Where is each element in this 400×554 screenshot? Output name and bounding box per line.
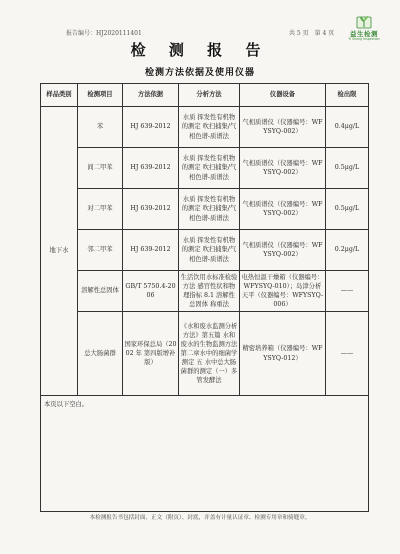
- detection-limit: ——: [326, 271, 369, 312]
- analysis-method: 水质 挥发性有机物的测定 吹扫捕集/气相色谱-质谱法: [179, 107, 240, 148]
- detection-limit: 0.5μg/L: [326, 148, 369, 189]
- column-header: 分析方法: [179, 84, 240, 107]
- column-header: 样品类别: [41, 84, 78, 107]
- blank-note: 本页以下空白。: [41, 396, 369, 512]
- analysis-method: 水质 挥发性有机物的测定 吹扫捕集/气相色谱-质谱法: [179, 230, 240, 271]
- instrument: 气相质谱仪（仪器编号：WFYSYQ-002）: [240, 107, 326, 148]
- analysis-method: 生活饮用水标准检验方法 感官性状和物理指标 8.1 溶解性总固体 称重法: [179, 271, 240, 312]
- test-item: 邻二甲苯: [78, 230, 123, 271]
- detection-limit: 0.5μg/L: [326, 189, 369, 230]
- method-basis: HJ 639-2012: [123, 148, 179, 189]
- table-row: [41, 189, 369, 230]
- method-basis: HJ 639-2012: [123, 230, 179, 271]
- instrument: 精密培养箱（仪器编号：WFYSYQ-012）: [240, 312, 326, 396]
- method-basis: GB/T 5750.4-2006: [123, 271, 179, 312]
- method-basis: HJ 639-2012: [123, 107, 179, 148]
- table-row: [41, 271, 369, 312]
- instrument: 气相质谱仪（仪器编号：WFYSYQ-002）: [240, 230, 326, 271]
- leaf-logo-icon: [356, 14, 372, 29]
- table-row: [41, 107, 369, 148]
- instrument: 电热恒温干燥箱（仪器编号：WFYSYQ-010）；岛津分析天平（仪器编号：WFYSYQ-006）: [240, 271, 326, 312]
- column-header: 方法依据: [123, 84, 179, 107]
- methods-table: [40, 83, 369, 512]
- logo-text: 益生检测: [350, 30, 378, 38]
- footer-note: 本检测报告书包括封面、正文（附页）、封底，并盖有计量认证章、检测专用章和骑缝章。: [89, 515, 311, 521]
- table-row: [41, 312, 369, 396]
- test-item: 苯: [78, 107, 123, 148]
- report-subtitle: 检测方法依据及使用仪器: [144, 68, 255, 78]
- instrument: 气相质谱仪（仪器编号：WFYSYQ-002）: [240, 189, 326, 230]
- column-header: 仪器设备: [240, 84, 326, 107]
- report-number: 报告编号：HJ2020111401: [66, 30, 142, 37]
- test-item: 溶解性总固体: [78, 271, 123, 312]
- page-info: 共 5 页 第 4 页: [289, 30, 335, 37]
- table-row: [41, 148, 369, 189]
- test-item: 间二甲苯: [78, 148, 123, 189]
- method-basis: HJ 639-2012: [123, 189, 179, 230]
- table-note-row: [41, 396, 369, 512]
- test-item: 对二甲苯: [78, 189, 123, 230]
- analysis-method: 水质 挥发性有机物的测定 吹扫捕集/气相色谱-质谱法: [179, 148, 240, 189]
- detection-limit: 0.2μg/L: [326, 230, 369, 271]
- analysis-method: 水质 挥发性有机物的测定 吹扫捕集/气相色谱-质谱法: [179, 189, 240, 230]
- detection-limit: 0.4μg/L: [326, 107, 369, 148]
- table-header-row: [41, 84, 369, 107]
- report-title: 检 测 报 告: [130, 41, 270, 59]
- logo-subtext: Yi Sheng Inspection: [348, 37, 380, 41]
- method-basis: 国家环保总局（2002 年 第四版增补版）: [123, 312, 179, 396]
- column-header: 检测项目: [78, 84, 123, 107]
- detection-limit: ——: [326, 312, 369, 396]
- instrument: 气相质谱仪（仪器编号：WFYSYQ-002）: [240, 148, 326, 189]
- sample-category: 地下水: [41, 107, 78, 396]
- column-header: 检出限: [326, 84, 369, 107]
- test-item: 总大肠菌群: [78, 312, 123, 396]
- table-row: [41, 230, 369, 271]
- analysis-method: 《水和废水监测分析方法》第五篇 水和废水的生物监测方法 第二章水中的细菌学测定 五 水中总大肠菌群的测定（一）多管发酵法: [179, 312, 240, 396]
